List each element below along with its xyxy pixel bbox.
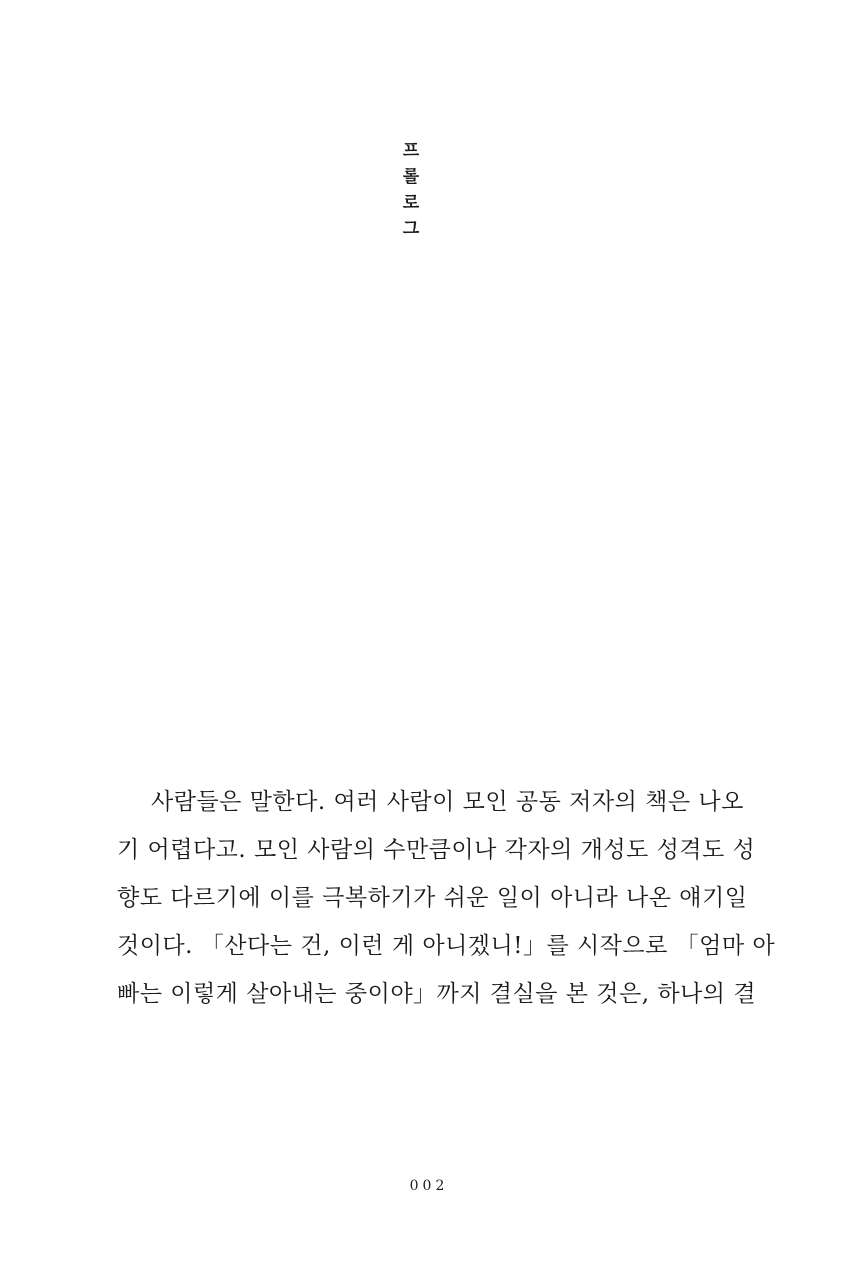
title-char: 그 <box>402 219 420 239</box>
title-char: 로 <box>402 193 420 213</box>
text-line: 기 어렵다고. 모인 사람의 수만큼이나 각자의 개성도 성격도 성 <box>117 837 756 863</box>
title-char: 프 <box>402 141 420 161</box>
text-line: 것이다. 「산다는 건, 이런 게 아니겠니!」를 시작으로 「엄마 아 <box>117 933 776 959</box>
title-char: 롤 <box>402 167 420 187</box>
chapter-title-vertical <box>398 138 424 242</box>
page-number: 002 <box>409 1178 449 1194</box>
text-line: 향도 다르기에 이를 극복하기가 쉬운 일이 아니라 나온 얘기일 <box>117 885 748 911</box>
text-line: 사람들은 말한다. 여러 사람이 모인 공동 저자의 책은 나오 <box>151 789 744 815</box>
body-paragraph <box>117 778 776 1018</box>
text-line: 빠는 이렇게 살아내는 중이야」까지 결실을 본 것은, 하나의 결 <box>117 981 757 1007</box>
